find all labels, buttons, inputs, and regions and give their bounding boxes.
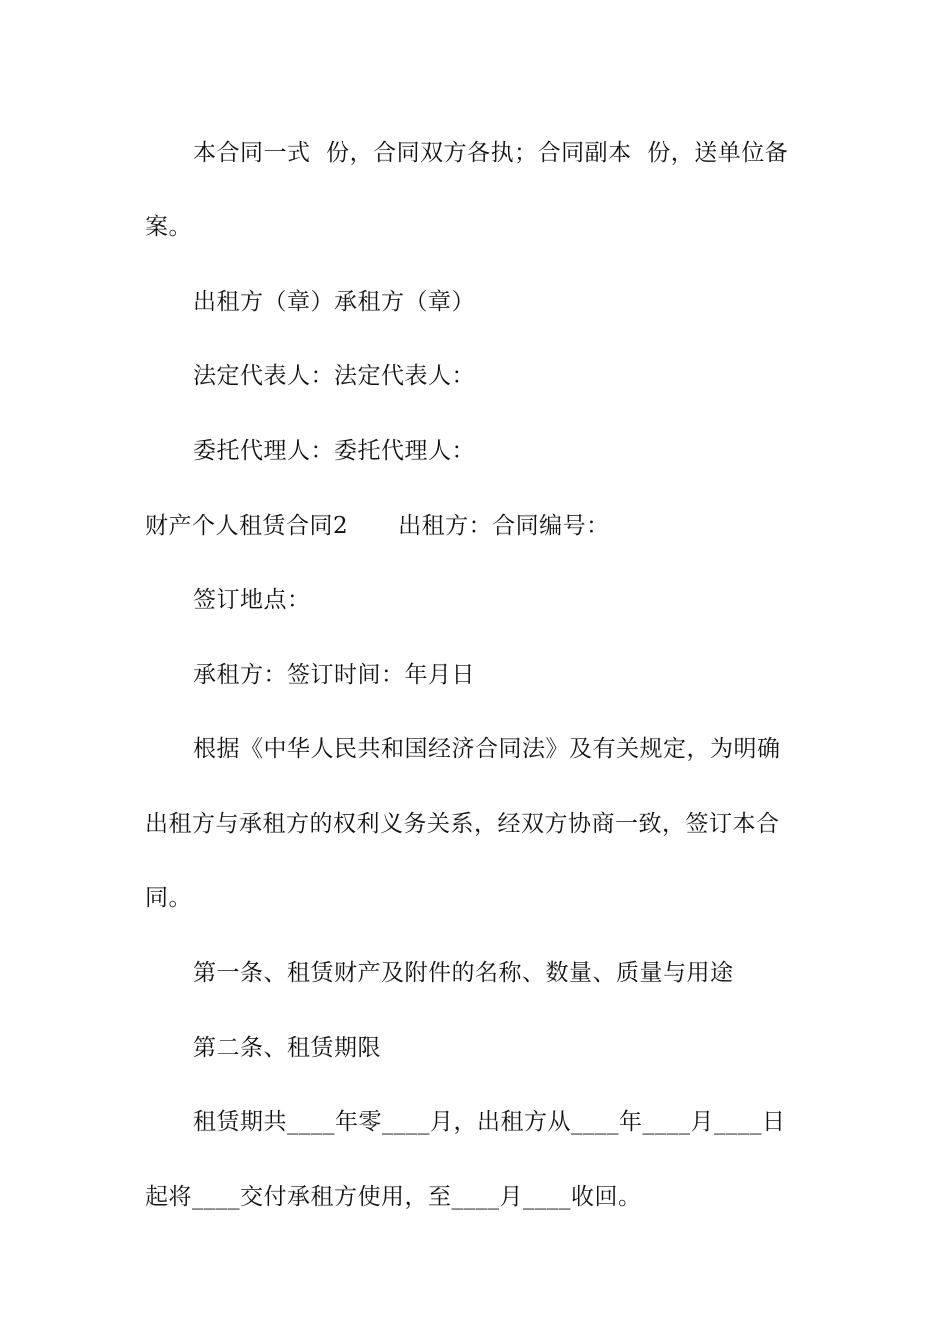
lessor-contract-number: 出租方：合同编号： bbox=[398, 513, 610, 539]
paragraph-basis-line3: 同。 bbox=[145, 885, 192, 911]
paragraph-lease-term-line1: 租赁期共____年零____月，出租方从____年____月____日 bbox=[193, 1109, 786, 1135]
contract-title-line bbox=[145, 511, 610, 541]
contract-title: 财产个人租赁合同2 bbox=[145, 513, 349, 539]
paragraph-copies-line1: 本合同一式 份，合同双方各执；合同副本 份，送单位备 bbox=[193, 140, 789, 166]
paragraph-lease-term-line2: 起将____交付承租方使用，至____月____收回。 bbox=[145, 1184, 642, 1210]
paragraph-signing-place: 签订地点： bbox=[193, 587, 311, 613]
paragraph-authorized-agent: 委托代理人：委托代理人： bbox=[193, 438, 475, 464]
paragraph-copies-line2: 案。 bbox=[145, 214, 192, 240]
paragraph-legal-representative: 法定代表人：法定代表人： bbox=[193, 363, 475, 389]
paragraph-seals: 出租方（章）承租方（章） bbox=[193, 289, 475, 315]
article-one-heading: 第一条、租赁财产及附件的名称、数量、质量与用途 bbox=[193, 960, 734, 986]
article-two-heading: 第二条、租赁期限 bbox=[193, 1035, 381, 1061]
paragraph-basis-line2: 出租方与承租方的权利义务关系，经双方协商一致，签订本合 bbox=[145, 811, 780, 837]
paragraph-lessee-signing-time: 承租方：签订时间：年月日 bbox=[193, 662, 475, 688]
paragraph-basis-line1: 根据《中华人民共和国经济合同法》及有关规定，为明确 bbox=[193, 736, 781, 762]
